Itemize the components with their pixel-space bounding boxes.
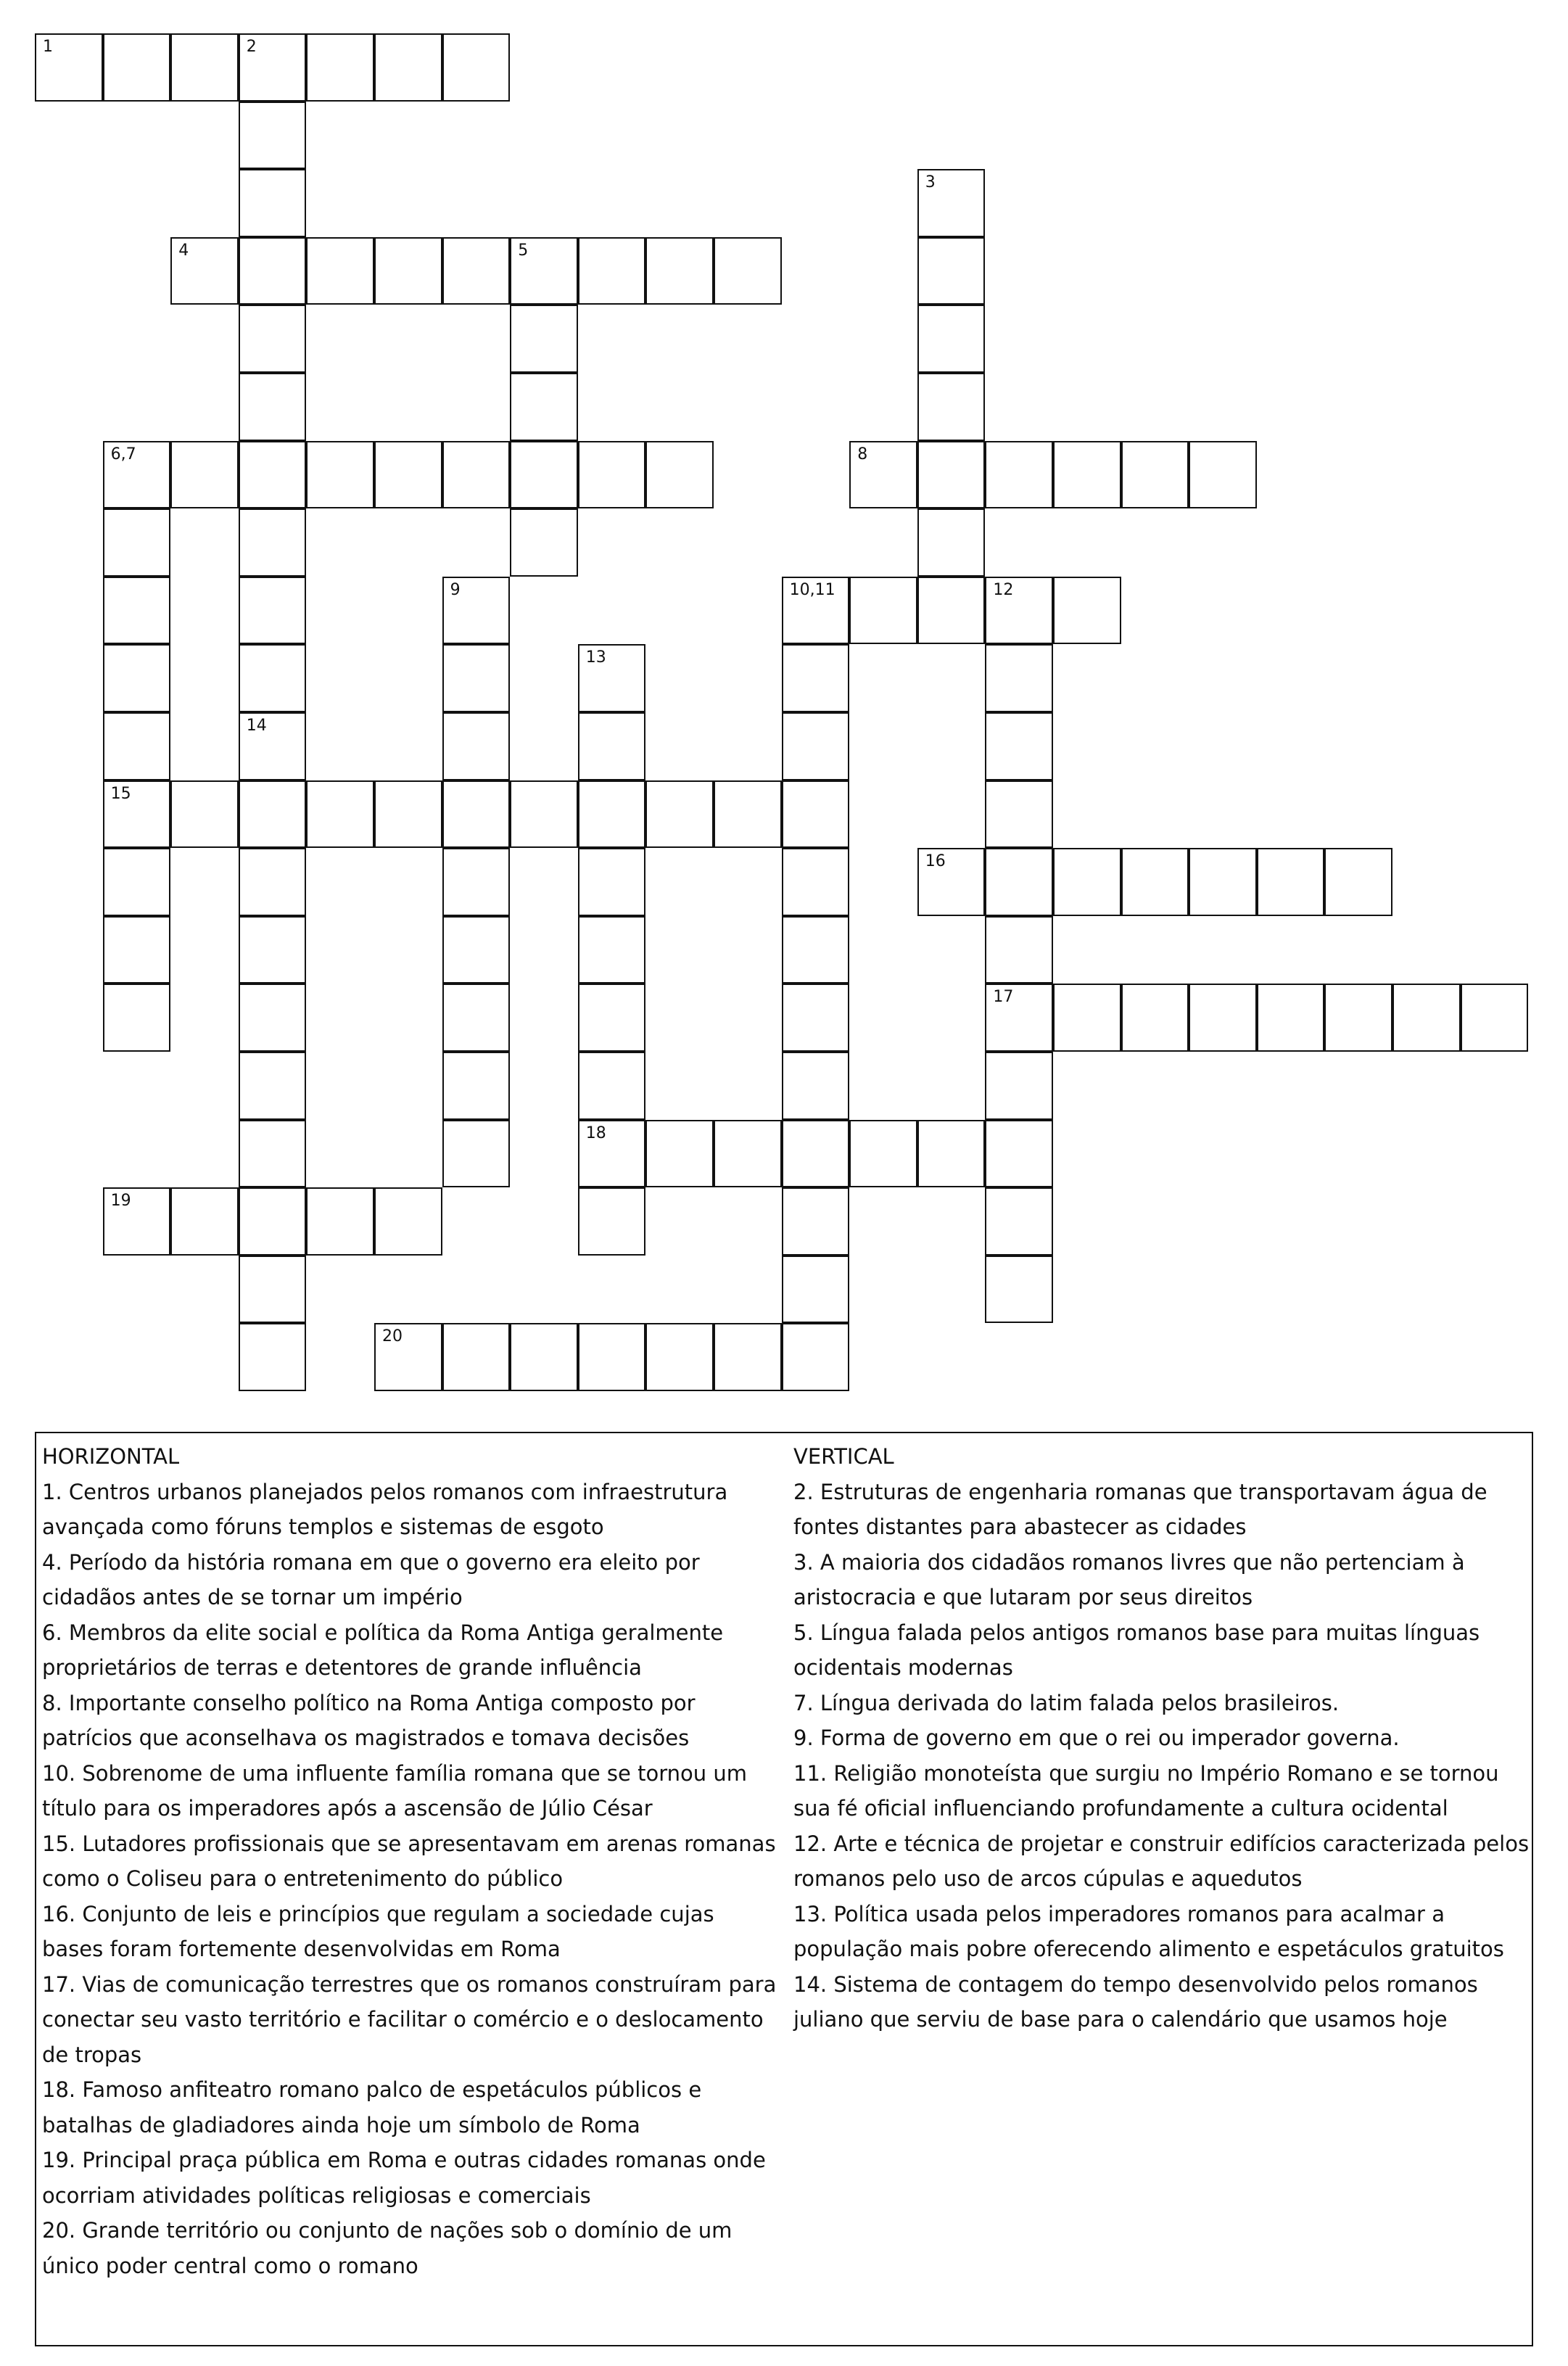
grid-cell[interactable] [170, 237, 239, 305]
grid-cell[interactable] [374, 1323, 442, 1391]
grid-cell[interactable] [170, 780, 239, 849]
grid-cell[interactable] [374, 1187, 442, 1256]
clues-box [35, 1432, 1533, 2346]
grid-cell[interactable] [917, 237, 986, 305]
grid-cell[interactable] [103, 848, 171, 916]
grid-cell[interactable] [985, 916, 1053, 984]
grid-cell[interactable] [239, 373, 307, 441]
grid-cell[interactable] [578, 984, 646, 1052]
grid-cell[interactable] [645, 780, 714, 849]
grid-cell[interactable] [1461, 984, 1529, 1052]
grid-cell[interactable] [1053, 984, 1121, 1052]
clue-h-1: 1. Centros urbanos planejados pelos romanos com infraestrutura avançada como fóruns templos e sistemas de esgoto [42, 1479, 728, 1539]
grid-cell[interactable] [103, 441, 171, 509]
grid-cell[interactable] [578, 848, 646, 916]
clue-h-18: 18. Famoso anfiteatro romano palco de espetáculos públicos e batalhas de gladiadores ainda hoje um símbolo de Roma [42, 2077, 702, 2138]
grid-cell[interactable] [1189, 441, 1257, 509]
grid-cell[interactable] [442, 780, 511, 849]
grid-cell[interactable] [239, 102, 307, 170]
clue-v-3: 3. A maioria dos cidadãos romanos livres que não pertenciam à aristocracia e que lutaram por seus direitos [793, 1549, 1465, 1609]
clue-h-19: 19. Principal praça pública em Roma e outras cidades romanas onde ocorriam atividades políticas religiosas e comerciais [42, 2148, 766, 2208]
grid-cell[interactable] [306, 1187, 374, 1256]
grid-cell[interactable] [1324, 848, 1392, 916]
grid-cell[interactable] [985, 1052, 1053, 1120]
grid-cell[interactable] [510, 305, 578, 373]
grid-cell[interactable] [1257, 848, 1325, 916]
grid-cell[interactable] [35, 33, 103, 102]
grid-cell[interactable] [442, 712, 511, 780]
vertical-heading: VERTICAL [793, 1444, 894, 1469]
clue-number: 6,7 [110, 445, 136, 463]
clue-h-6: 6. Membros da elite social e política da Roma Antiga geralmente proprietários de terras e detentores de grande influência [42, 1620, 724, 1680]
clue-number: 12 [993, 580, 1014, 599]
grid-cell[interactable] [849, 1120, 917, 1188]
clue-v-9: 9. Forma de governo em que o rei ou imperador governa. [793, 1726, 1400, 1750]
grid-cell[interactable] [645, 1120, 714, 1188]
clue-v-11: 11. Religião monoteísta que surgiu no Império Romano e se tornou sua fé oficial influenciando profundamente a cultura ocidental [793, 1760, 1499, 1821]
grid-cell[interactable] [578, 916, 646, 984]
grid-cell[interactable] [170, 1187, 239, 1256]
grid-cell[interactable] [239, 169, 307, 237]
grid-cell[interactable] [239, 33, 307, 102]
grid-cell[interactable] [239, 441, 307, 509]
grid-cell[interactable] [985, 1120, 1053, 1188]
grid-cell[interactable] [917, 1120, 986, 1188]
grid-cell[interactable] [442, 1323, 511, 1391]
grid-cell[interactable] [782, 984, 850, 1052]
clue-number: 10,11 [789, 580, 835, 599]
clue-number: 1 [43, 38, 53, 56]
grid-cell[interactable] [442, 33, 511, 102]
grid-cell[interactable] [239, 984, 307, 1052]
clue-number: 2 [246, 38, 257, 56]
clue-number: 13 [585, 648, 606, 667]
grid-cell[interactable] [985, 577, 1053, 645]
grid-cell[interactable] [442, 644, 511, 712]
grid-cell[interactable] [103, 780, 171, 849]
grid-cell[interactable] [985, 441, 1053, 509]
grid-cell[interactable] [239, 1187, 307, 1256]
grid-cell[interactable] [103, 577, 171, 645]
grid-cell[interactable] [714, 780, 782, 849]
grid-cell[interactable] [239, 237, 307, 305]
clue-number: 19 [110, 1192, 131, 1211]
grid-cell[interactable] [103, 1187, 171, 1256]
grid-cell[interactable] [239, 1256, 307, 1324]
grid-cell[interactable] [442, 916, 511, 984]
grid-cell[interactable] [442, 1052, 511, 1120]
grid-cell[interactable] [103, 712, 171, 780]
grid-cell[interactable] [239, 1323, 307, 1391]
grid-cell[interactable] [170, 441, 239, 509]
grid-cell[interactable] [917, 848, 986, 916]
grid-cell[interactable] [239, 1120, 307, 1188]
grid-cell[interactable] [917, 441, 986, 509]
grid-cell[interactable] [239, 916, 307, 984]
grid-cell[interactable] [442, 984, 511, 1052]
grid-cell[interactable] [239, 577, 307, 645]
grid-cell[interactable] [374, 237, 442, 305]
grid-cell[interactable] [1324, 984, 1392, 1052]
grid-cell[interactable] [985, 984, 1053, 1052]
grid-cell[interactable] [782, 848, 850, 916]
grid-cell[interactable] [782, 1256, 850, 1324]
grid-cell[interactable] [306, 780, 374, 849]
grid-cell[interactable] [510, 237, 578, 305]
grid-cell[interactable] [782, 1052, 850, 1120]
grid-cell[interactable] [103, 984, 171, 1052]
clue-h-17: 17. Vias de comunicação terrestres que os romanos construíram para conectar seu vasto território e facilitar o comércio e o deslocamento de tropas [42, 1971, 777, 2067]
clue-v-7: 7. Língua derivada do latim falada pelos brasileiros. [793, 1690, 1340, 1715]
grid-cell[interactable] [917, 508, 986, 577]
grid-cell[interactable] [103, 644, 171, 712]
clue-h-15: 15. Lutadores profissionais que se apresentavam em arenas romanas como o Coliseu para o entretenimento do público [42, 1831, 776, 1891]
grid-cell[interactable] [578, 237, 646, 305]
grid-cell[interactable] [985, 848, 1053, 916]
clue-v-13: 13. Política usada pelos imperadores romanos para acalmar a população mais pobre oferecendo alimento e espetáculos gratuitos [793, 1901, 1504, 1961]
grid-cell[interactable] [442, 577, 511, 645]
grid-cell[interactable] [985, 712, 1053, 780]
clue-h-20: 20. Grande território ou conjunto de nações sob o domínio de um único poder central como o romano [42, 2218, 733, 2278]
grid-cell[interactable] [1053, 848, 1121, 916]
clue-number: 14 [246, 717, 267, 735]
clue-v-2: 2. Estruturas de engenharia romanas que transportavam água de fontes distantes para abastecer as cidades [793, 1479, 1487, 1539]
grid-cell[interactable] [374, 780, 442, 849]
grid-cell[interactable] [849, 577, 917, 645]
grid-cell[interactable] [510, 1323, 578, 1391]
clue-number: 17 [993, 988, 1014, 1007]
grid-cell[interactable] [849, 441, 917, 509]
grid-cell[interactable] [578, 712, 646, 780]
grid-cell[interactable] [782, 644, 850, 712]
grid-cell[interactable] [645, 1323, 714, 1391]
grid-cell[interactable] [578, 644, 646, 712]
grid-cell[interactable] [578, 441, 646, 509]
grid-cell[interactable] [239, 1052, 307, 1120]
grid-cell[interactable] [510, 780, 578, 849]
grid-cell[interactable] [917, 577, 986, 645]
grid-cell[interactable] [103, 508, 171, 577]
grid-cell[interactable] [170, 33, 239, 102]
grid-cell[interactable] [782, 1323, 850, 1391]
clue-number: 16 [925, 852, 946, 871]
grid-cell[interactable] [306, 237, 374, 305]
horizontal-heading: HORIZONTAL [42, 1444, 180, 1469]
grid-cell[interactable] [103, 916, 171, 984]
clue-h-8: 8. Importante conselho político na Roma Antiga composto por patrícios que aconselhava os magistrados e tomava decisões [42, 1690, 696, 1750]
clue-v-12: 12. Arte e técnica de projetar e construir edifícios caracterizada pelos romanos pelo uso de arcos cúpulas e aquedutos [793, 1831, 1530, 1891]
grid-cell[interactable] [645, 237, 714, 305]
grid-cell[interactable] [374, 33, 442, 102]
grid-cell[interactable] [917, 305, 986, 373]
clue-number: 8 [857, 445, 868, 463]
grid-cell[interactable] [1392, 984, 1461, 1052]
clue-h-16: 16. Conjunto de leis e princípios que regulam a sociedade cujas bases foram fortemente desenvolvidas em Roma [42, 1901, 714, 1961]
grid-cell[interactable] [510, 508, 578, 577]
grid-cell[interactable] [782, 1187, 850, 1256]
grid-cell[interactable] [510, 373, 578, 441]
grid-cell[interactable] [578, 1052, 646, 1120]
grid-cell[interactable] [782, 712, 850, 780]
grid-cell[interactable] [1189, 984, 1257, 1052]
grid-cell[interactable] [782, 1120, 850, 1188]
clue-v-14: 14. Sistema de contagem do tempo desenvolvido pelos romanos juliano que serviu de base para o calendário que usamos hoje [793, 1971, 1478, 2032]
grid-cell[interactable] [578, 780, 646, 849]
grid-cell[interactable] [578, 1187, 646, 1256]
grid-cell[interactable] [442, 848, 511, 916]
grid-cell[interactable] [917, 169, 986, 237]
grid-cell[interactable] [782, 577, 850, 645]
grid-cell[interactable] [714, 1120, 782, 1188]
clue-number: 15 [110, 784, 131, 803]
grid-cell[interactable] [239, 780, 307, 849]
clue-number: 18 [585, 1124, 606, 1142]
grid-cell[interactable] [1121, 848, 1189, 916]
grid-cell[interactable] [374, 441, 442, 509]
grid-cell[interactable] [239, 644, 307, 712]
grid-cell[interactable] [239, 848, 307, 916]
clue-number: 9 [450, 580, 461, 599]
clue-number: 3 [925, 173, 936, 192]
clue-number: 20 [382, 1327, 403, 1346]
grid-cell[interactable] [578, 1323, 646, 1391]
grid-cell[interactable] [985, 1256, 1053, 1324]
clue-h-4: 4. Período da história romana em que o governo era eleito por cidadãos antes de se tornar um império [42, 1549, 700, 1609]
grid-cell[interactable] [782, 916, 850, 984]
grid-cell[interactable] [714, 237, 782, 305]
grid-cell[interactable] [714, 1323, 782, 1391]
grid-cell[interactable] [1189, 848, 1257, 916]
grid-cell[interactable] [442, 237, 511, 305]
clue-h-10: 10. Sobrenome de uma influente família romana que se tornou um título para os imperadores após a ascensão de Júlio César [42, 1760, 747, 1821]
grid-cell[interactable] [442, 441, 511, 509]
grid-cell[interactable] [1121, 441, 1189, 509]
grid-cell[interactable] [1053, 577, 1121, 645]
grid-cell[interactable] [985, 1187, 1053, 1256]
grid-cell[interactable] [306, 441, 374, 509]
horizontal-clues [42, 1439, 782, 2283]
grid-cell[interactable] [306, 33, 374, 102]
grid-cell[interactable] [782, 780, 850, 849]
grid-cell[interactable] [1257, 984, 1325, 1052]
vertical-clues [793, 1439, 1533, 2037]
clue-number: 4 [178, 241, 189, 260]
grid-cell[interactable] [985, 780, 1053, 849]
grid-cell[interactable] [917, 373, 986, 441]
clue-number: 5 [518, 241, 529, 260]
grid-cell[interactable] [510, 441, 578, 509]
grid-cell[interactable] [442, 1120, 511, 1188]
grid-cell[interactable] [1053, 441, 1121, 509]
clue-v-5: 5. Língua falada pelos antigos romanos base para muitas línguas ocidentais modernas [793, 1620, 1480, 1680]
grid-cell[interactable] [578, 1120, 646, 1188]
grid-cell[interactable] [239, 508, 307, 577]
grid-cell[interactable] [239, 712, 307, 780]
grid-cell[interactable] [645, 441, 714, 509]
grid-cell[interactable] [239, 305, 307, 373]
grid-cell[interactable] [1121, 984, 1189, 1052]
grid-cell[interactable] [103, 33, 171, 102]
grid-cell[interactable] [985, 644, 1053, 712]
